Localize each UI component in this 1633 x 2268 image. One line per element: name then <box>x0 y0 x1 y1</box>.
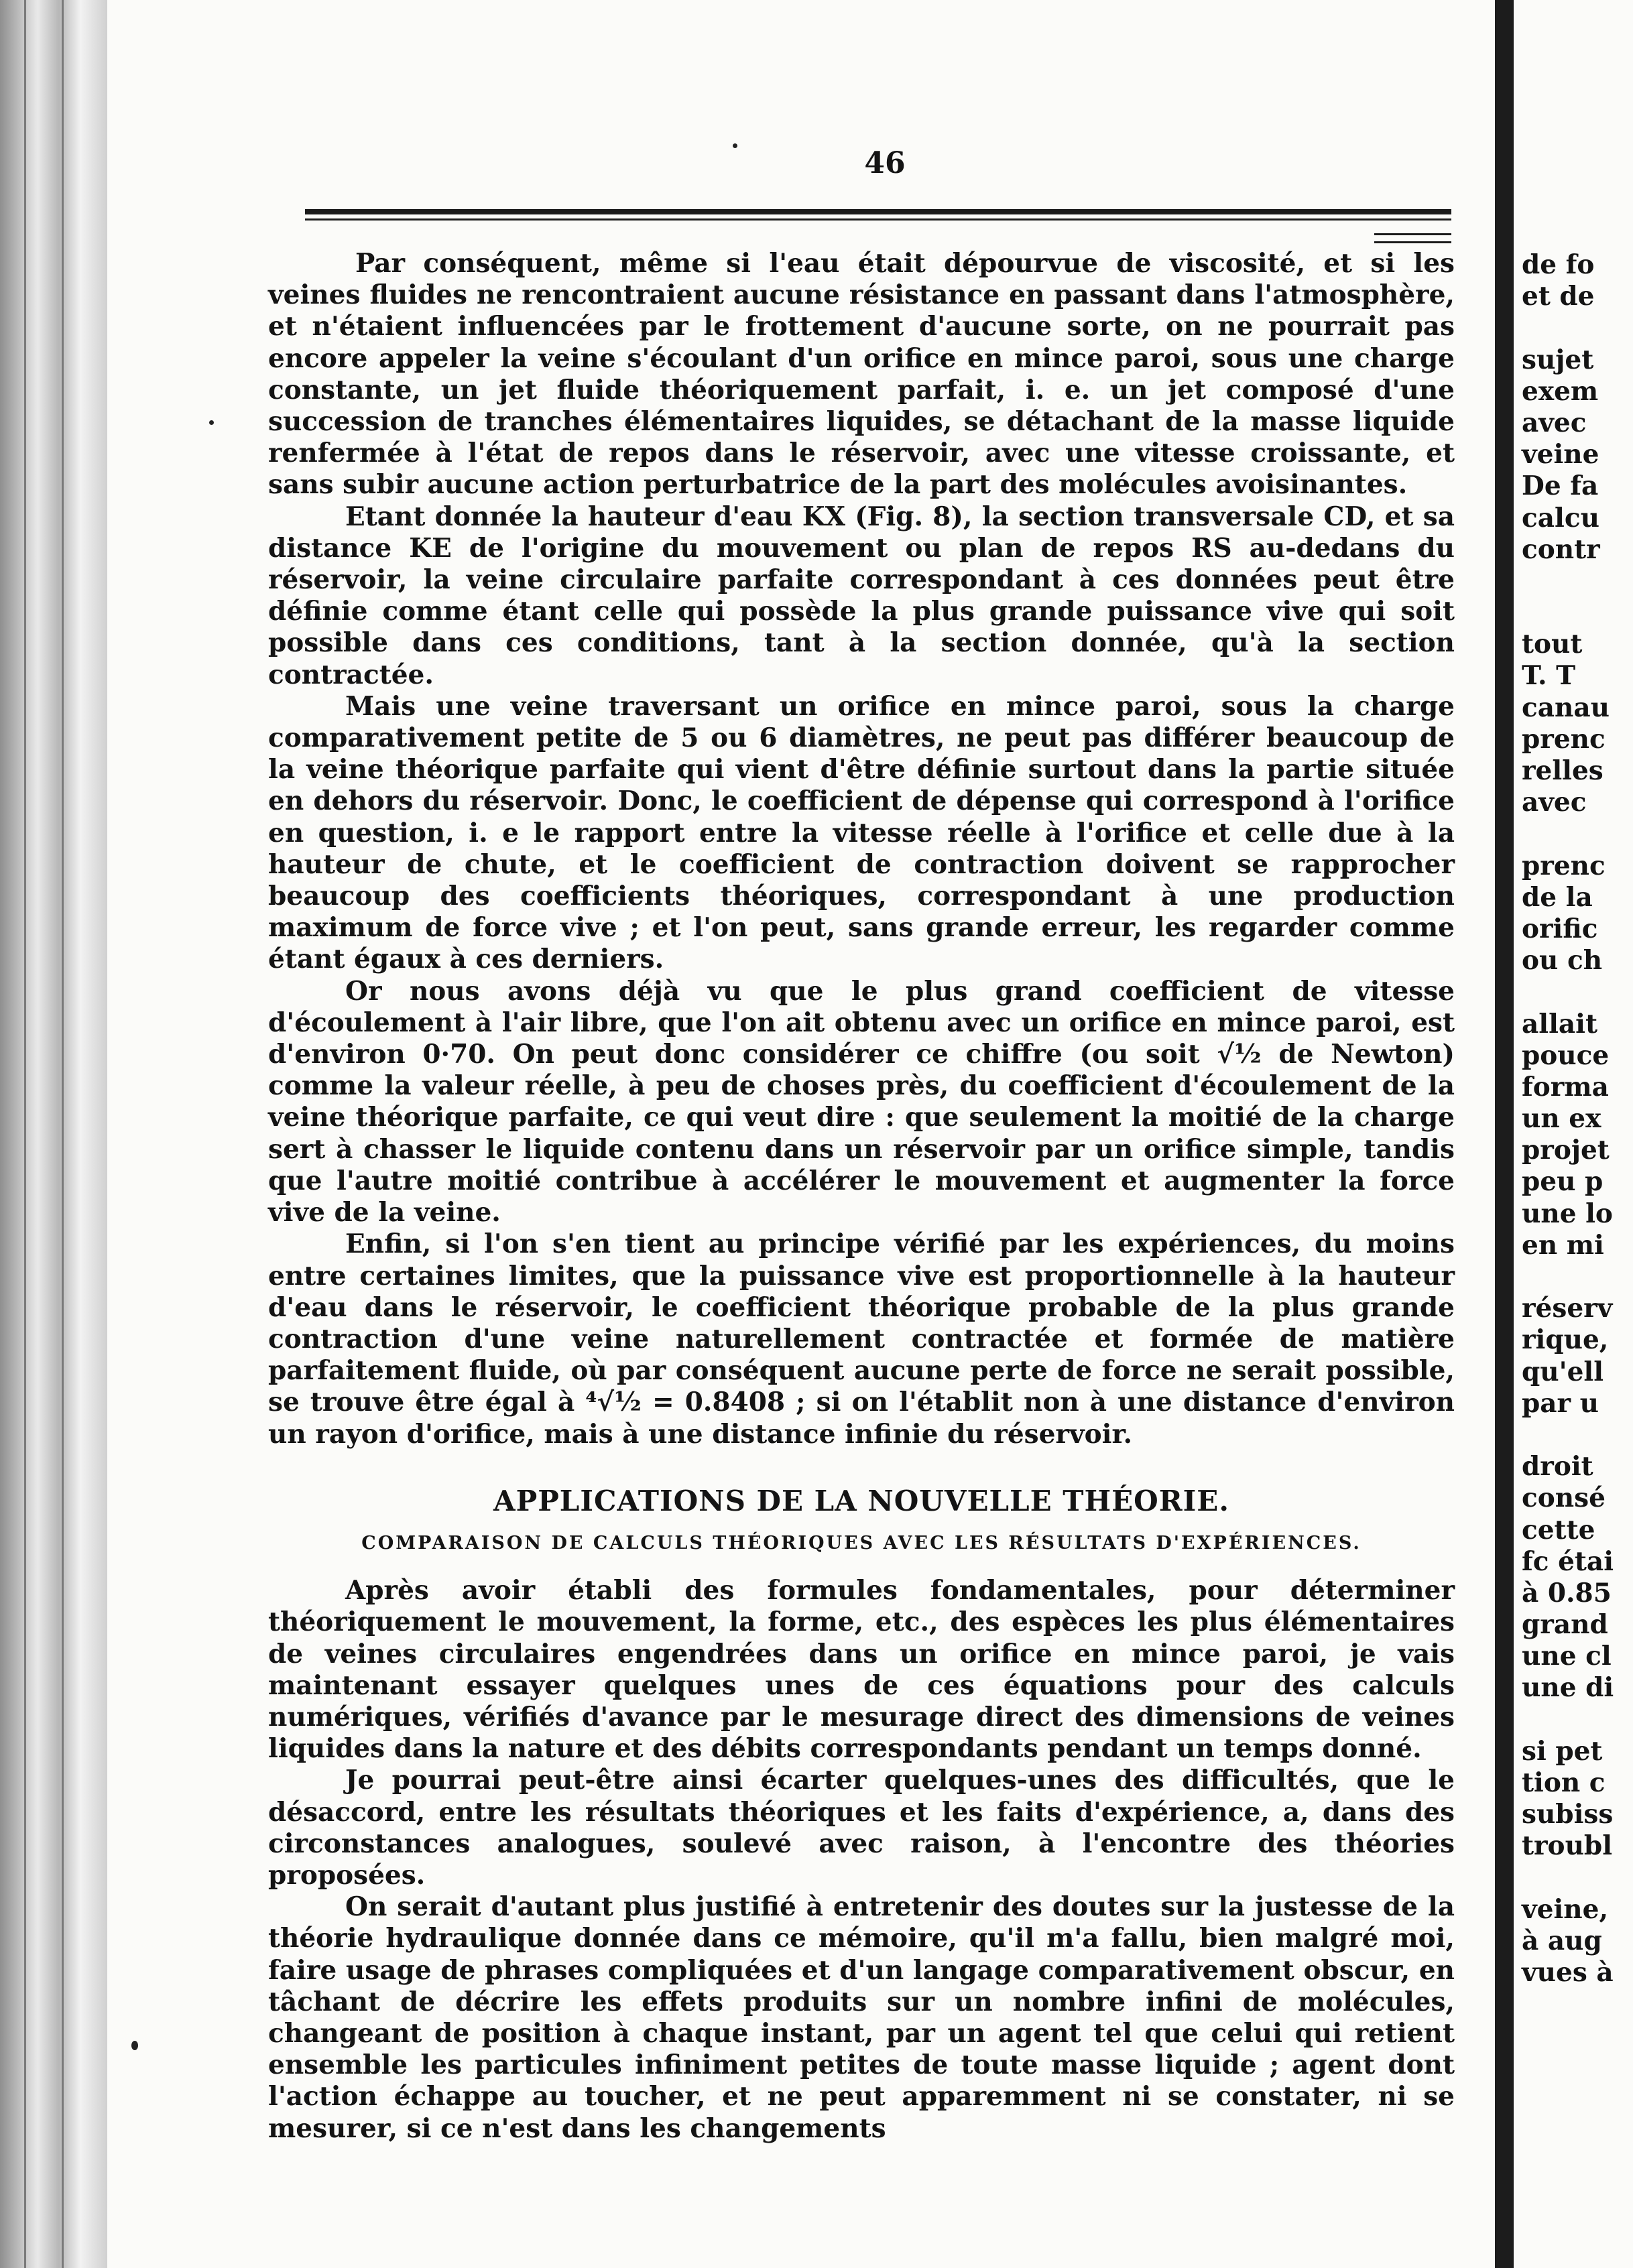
facing-page-line: sujet <box>1522 344 1594 375</box>
section-paragraph: Je pourrai peut-être ainsi écarter quelques-unes des difficultés, que le désaccord, entre les résultats théoriques et les faits d'expérience, a, dans des circonstances analogues, soulevé avec raison, à l'encontre des théories proposées. <box>268 1765 1455 1891</box>
body-paragraph: Enfin, si l'on s'en tient au principe vérifié par les expériences, du moins entre certaines limites, que la puissance vive est proportionnelle à la hauteur d'eau dans le réservoir, le coefficient théorique probable de la plus grande contraction d'une veine naturellement contractée et formée de matière parfaitement fluide, où par conséquent aucune perte de force ne serait possible, se trouve être égal à ⁴√½ = 0.8408 ; si on l'établit non à une distance d'environ un rayon d'orifice, mais à une distance infinie du réservoir. <box>268 1228 1455 1450</box>
facing-page-line: veine, <box>1522 1893 1609 1925</box>
facing-page-line: une lo <box>1522 1198 1613 1229</box>
facing-page-line: vues à <box>1522 1957 1614 1989</box>
body-paragraph: Or nous avons déjà vu que le plus grand coefficient de vitesse d'écoulement à l'air libre, que l'on ait obtenu avec un orifice en mince paroi, est d'environ 0·70. On peut donc considérer ce chiffre (ou soit √½ de Newton) comme la valeur réelle, à peu de choses près, du coefficient d'écoulement de la veine théorique parfaite, ce qui veut dire : que seulement la moitié de la charge sert à chasser le liquide contenu dans un réservoir par un orifice simple, tandis que l'autre moitié contribue à accélérer le mouvement et augmenter la force vive de la veine. <box>268 975 1455 1228</box>
facing-page-line: grand <box>1522 1609 1608 1641</box>
facing-page-line: peu p <box>1522 1166 1604 1198</box>
facing-page-line: pouce <box>1522 1040 1610 1071</box>
facing-page-line: et de <box>1522 281 1595 312</box>
facing-page-line: veine <box>1522 439 1599 470</box>
facing-page-line: tout <box>1522 629 1583 660</box>
page-gutter <box>1495 0 1514 2268</box>
page-text-block <box>268 248 1455 2145</box>
facing-page-line: fc étai <box>1522 1546 1614 1577</box>
facing-page-line: rique, <box>1522 1324 1609 1356</box>
page-number: 46 <box>864 146 906 180</box>
print-speck <box>209 420 214 425</box>
facing-page-line: de la <box>1522 881 1593 913</box>
facing-page-line: avec <box>1522 407 1587 438</box>
print-speck <box>131 2041 138 2050</box>
facing-page-line: avec <box>1522 787 1587 818</box>
facing-page-line <box>1522 1704 1633 1736</box>
facing-page-line: réserv <box>1522 1293 1613 1324</box>
facing-page-line: droit <box>1522 1451 1593 1483</box>
facing-page-line <box>1522 566 1633 597</box>
facing-page-line: subiss <box>1522 1799 1614 1830</box>
facing-page-line <box>1522 1863 1633 1894</box>
facing-page-line: par u <box>1522 1387 1599 1419</box>
facing-page-line: canau <box>1522 692 1610 723</box>
facing-page-line: exem <box>1522 375 1599 407</box>
facing-page-line: forma <box>1522 1071 1609 1102</box>
header-rule-thin <box>305 218 1451 220</box>
header-rule-end-upper <box>1374 233 1451 235</box>
facing-page-line: à aug <box>1522 1925 1602 1956</box>
section-title: APPLICATIONS DE LA NOUVELLE THÉORIE. <box>493 1484 1229 1517</box>
facing-page-line: une di <box>1522 1672 1614 1704</box>
facing-page-line: de fo <box>1522 249 1595 280</box>
facing-page-line: un ex <box>1522 1103 1601 1135</box>
body-paragraph: Etant donnée la hauteur d'eau KX (Fig. 8), la section transversale CD, et sa distance KE de l'origine du mouvement ou plan de repos RS au-dedans du réservoir, la veine circulaire parfaite correspondant à ces données peut être définie comme étant celle qui possède la plus grande puissance vive qui soit possible dans ces conditions, tant à la section donnée, qu'à la section contractée. <box>268 501 1455 690</box>
facing-page-line: à 0.85 <box>1522 1577 1612 1609</box>
facing-page-line: consé <box>1522 1483 1606 1514</box>
facing-page-line: troubl <box>1522 1830 1613 1862</box>
facing-page-line: qu'ell <box>1522 1356 1604 1387</box>
header-rule-thick <box>305 209 1451 214</box>
section-paragraph: On serait d'autant plus justifié à entretenir des doutes sur la justesse de la théorie hydraulique donnée dans ce mémoire, qu'il m'a fallu, bien malgré moi, faire usage de phrases compliquées et d'un langage comparativement obscur, en tâchant de décrire les effets produits sur un nombre infini de molécules, changeant de position à chaque instant, par un agent tel que celui qui retient ensemble les particules infiniment petites de toute masse liquide ; agent dont l'action échappe au toucher, et ne peut apparemment ni se constater, ni se mesurer, si ce n'est dans les changements <box>268 1891 1455 2144</box>
section-paragraph: Après avoir établi des formules fondamentales, pour déterminer théoriquement le mouvement, la forme, etc., des espèces les plus élémentaires de veines circulaires engendrées dans un orifice en mince paroi, je vais maintenant essayer quelques unes de ces équations pour des calculs numériques, vérifiés d'avance par le mesurage direct des dimensions de veines liquides dans la nature et des débits correspondants pendant un temps donné. <box>268 1575 1455 1765</box>
facing-page-line: en mi <box>1522 1229 1604 1261</box>
facing-page-line: prenc <box>1522 850 1606 881</box>
facing-page-line: projet <box>1522 1135 1610 1166</box>
facing-page-line: tion c <box>1522 1767 1606 1798</box>
body-paragraph: Par conséquent, même si l'eau était dépourvue de viscosité, et si les veines fluides ne rencontraient aucune résistance en passant dans l'atmosphère, et n'étaient influencées par le frottement d'aucune sorte, on ne pourrait pas encore appeler la veine s'écoulant d'un orifice en mince paroi, sous une charge constante, un jet fluide théoriquement parfait, i. e. un jet composé d'une succession de tranches élémentaires liquides, se détachant de la masse liquide renfermée à l'état de repos dans le réservoir, avec une vitesse croissante, et sans subir aucune action perturbatrice de la part des molécules avoisinantes. <box>268 248 1455 501</box>
facing-page-line: contr <box>1522 533 1600 565</box>
facing-page-line: cette <box>1522 1514 1595 1546</box>
facing-page-line <box>1522 818 1633 850</box>
facing-page-line <box>1522 597 1633 629</box>
facing-page-line <box>1522 1420 1633 1451</box>
facing-page-line <box>1522 312 1633 344</box>
facing-page-line: orific <box>1522 913 1598 944</box>
section-subtitle: COMPARAISON DE CALCULS THÉORIQUES AVEC LES RÉSULTATS D'EXPÉRIENCES. <box>361 1532 1362 1554</box>
facing-page-line: calcu <box>1522 502 1599 533</box>
facing-page-line: si pet <box>1522 1735 1603 1767</box>
facing-page-line: allait <box>1522 1008 1598 1040</box>
book-binding-edge <box>0 0 107 2268</box>
facing-page-line: De fa <box>1522 470 1599 502</box>
facing-page-line: T. T <box>1522 660 1576 692</box>
facing-page-line: une cl <box>1522 1641 1612 1672</box>
body-paragraph: Mais une veine traversant un orifice en mince paroi, sous la charge comparativement petite de 5 ou 6 diamètres, ne peut pas différer beaucoup de la veine théorique parfaite qui vient d'être définie surtout dans la partie située en dehors du réservoir. Donc, le coefficient de dépense qui correspond à l'orifice en question, i. e le rapport entre la vitesse réelle à l'orifice et celle due à la hauteur de chute, et le coefficient de contraction doivent se rapprocher beaucoup des coefficients théoriques, correspondant à une production maximum de force vive ; et l'on peut, sans grande erreur, les regarder comme étant égaux à ces derniers. <box>268 690 1455 975</box>
print-speck <box>733 143 737 148</box>
binding-line <box>62 0 64 2268</box>
facing-page-line: prenc <box>1522 723 1606 755</box>
facing-page-line: ou ch <box>1522 945 1603 976</box>
facing-page <box>1514 0 1633 2268</box>
facing-page-line: relles <box>1522 755 1604 786</box>
facing-page-line <box>1522 976 1633 1008</box>
facing-page-text <box>1522 249 1633 1989</box>
header-rule-end-lower <box>1374 241 1451 243</box>
facing-page-line <box>1522 1261 1633 1293</box>
binding-line <box>24 0 26 2268</box>
